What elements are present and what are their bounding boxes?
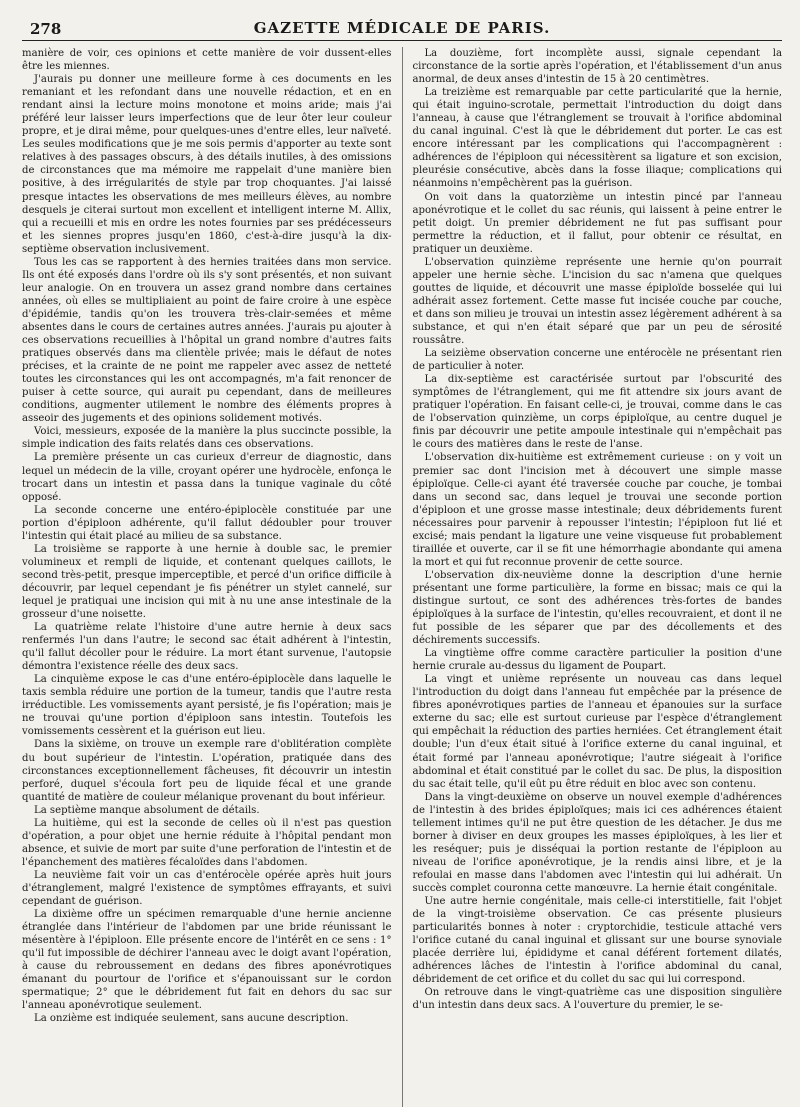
paragraph: La douzième, fort incomplète aussi, signale cependant la circonstance de la sortie après l'opération, et l'établissement d'un anus anormal, de deux anses d'intestin de 15 à 20 centimètres. xyxy=(412,48,782,86)
paragraph: manière de voir, ces opinions et cette manière de voir dussent-elles être les miennes. xyxy=(22,48,392,73)
journal-title: GAZETTE MÉDICALE DE PARIS. xyxy=(253,19,551,37)
page-header xyxy=(22,14,782,41)
paragraph: J'aurais pu donner une meilleure forme à ces documents en les remaniant et les refondant dans une nouvelle rédaction, et en en rendant ainsi la lecture moins monotone et moins aride; mais j'ai préféré leur laisser leurs imperfections que de leur ôter leur couleur propre, et je dirai même, pour quelques-unes d'entre elles, leur naïveté. Les seules modifications que je me sois permis d'apporter au texte sont relatives à des passages obscurs, à des détails inutiles, à des omissions de circonstances que ma mémoire me rappelait d'une manière bien positive, à des irrégularités de style par trop choquantes. J'ai laissé presque intactes les observations de mes meilleurs élèves, au nombre desquels je citerai surtout mon excellent et intelligent interne M. Allix, qui a recueilli et mis en ordre les notes fournies par ses prédécesseurs et les siennes propres jusqu'en 1860, c'est-à-dire jusqu'à la dix-septième observation inclusivement. xyxy=(22,74,392,255)
paragraph: La première présente un cas curieux d'erreur de diagnostic, dans lequel un médecin de la ville, croyant opérer une hydrocèle, enfonça le trocart dans un intestin et passa dans la tunique vaginale du côté opposé. xyxy=(22,452,392,503)
right-column xyxy=(412,47,782,1107)
paragraph: L'observation dix-neuvième donne la description d'une hernie présentant une forme particulière, la forme en bissac; mais ce qui la distingue surtout, ce sont des adhérences très-fortes de bandes épiploïques à la surface de l'intestin, qu'elles recouvraient, et dont il ne fut possible de les séparer que par des décollements et des déchirements successifs. xyxy=(412,569,782,647)
paragraph: Dans la sixième, on trouve un exemple rare d'oblitération complète du bout supérieur de l'intestin. L'opération, pratiquée dans des circonstances exceptionnellement fâcheuses, fit découvrir un intestin perforé, duquel s'écoula fort peu de liquide fécal et une grande quantité de matière de couleur mélanique provenant du bout inférieur. xyxy=(22,739,392,803)
paragraph: Tous les cas se rapportent à des hernies traitées dans mon service. Ils ont été exposés dans l'ordre où ils s'y sont présentés, et non suivant leur analogie. On en trouvera un assez grand nombre dans certaines années, où elles se multipliaient au point de faire croire à une espèce d'épidémie, tandis qu'on les trouvera très-clair-semées et même absentes dans le cours de certaines autres années. J'aurais pu ajouter à ces observations recueillies à l'hôpital un grand nombre d'autres faits pratiques observés dans ma clientèle privée; mais le défaut de notes précises, et la crainte de ne point me rappeler avec assez de netteté toutes les circonstances qui les ont accompagnés, m'a fait renoncer de puiser à cette source, qui aurait pu cependant, dans de meilleures conditions, augmenter utilement le nombre des éléments propres à asseoir des jugements et des opinions solidement motivés. xyxy=(22,256,392,425)
paragraph: La seizième observation concerne une entérocèle ne présentant rien de particulier à noter. xyxy=(412,348,782,373)
paragraph: On voit dans la quatorzième un intestin pincé par l'anneau aponévrotique et le collet du sac réunis, qui laissent à peine entrer le petit doigt. Un premier débridement ne fut pas suffisant pour permettre la réduction, et il fallut, pour obtenir ce résultat, en pratiquer un deuxième. xyxy=(412,191,782,255)
paragraph: La neuvième fait voir un cas d'entérocèle opérée après huit jours d'étranglement, malgré l'existence de symptômes effrayants, et suivi cependant de guérison. xyxy=(22,869,392,908)
paragraph: La dix-septième est caractérisée surtout par l'obscurité des symptômes de l'étranglement, qui me fit attendre six jours avant de pratiquer l'opération. En faisant celle-ci, je trouvai, comme dans le cas de l'observation quinzième, un corps épiploïque, au centre duquel je finis par découvrir une petite ampoule intestinale qui n'empêchait pas le cours des matières dans le reste de l'anse. xyxy=(412,374,782,451)
column-divider xyxy=(402,47,403,1107)
paragraph: L'observation dix-huitième est extrêmement curieuse : on y voit un premier sac dont l'incision met à découvert une simple masse épiploïque. Celle-ci ayant été traversée couche par couche, je tombai dans un second sac, dans lequel je trouvai une seconde portion d'épiploon et une grosse masse intestinale; deux débridements furent nécessaires pour parvenir à repousser l'intestin; l'épiploon fut lié et excisé; mais pendant la ligature une veine visqueuse fut probablement tiraillée et ouverte, car il se fit une hémorrhagie abondante qui amena la mort et qui fut reconnue provenir de cette source. xyxy=(412,452,782,568)
paragraph: L'observation quinzième représente une hernie qu'on pourrait appeler une hernie sèche. L'incision du sac n'amena que quelques gouttes de liquide, et découvrit une masse épiploïde bosselée qui lui adhérait assez fortement. Cette masse fut incisée couche par couche, et dans son milieu je trouvai un intestin assez légèrement adhérent à sa substance, et qui n'en était séparé que par un peu de sérosité roussâtre. xyxy=(412,256,782,347)
paragraph: La dixième offre un spécimen remarquable d'une hernie ancienne étranglée dans l'intérieur de l'abdomen par une bride réunissant le mésentère à l'épiploon. Elle présente encore de l'intérêt en ce sens : 1° qu'il fut impossible de déchirer l'anneau avec le doigt avant l'opération, à cause du rebroussement en dedans des fibres aponévrotiques émanant du pourtour de l'orifice et s'épanouissant sur le cordon spermatique; 2° que le débridement fut fait en dehors du sac sur l'anneau aponévrotique seulement. xyxy=(22,909,392,1012)
paragraph: La vingt et unième représente un nouveau cas dans lequel l'introduction du doigt dans l'anneau fut empêchée par la présence de fibres aponévrotiques parties de l'anneau et épanouies sur la surface externe du sac; elle est surtout curieuse par l'espèce d'étranglement qui empêchait la réduction des parties herniées. Cet étranglement était double; l'un d'eux était situé à l'orifice externe du canal inguinal, et était formé par l'anneau aponévrotique; l'autre siégeait à l'orifice abdominal et était constitué par le collet du sac. De plus, la disposition du sac était telle, qu'il eût pu être réduit en bloc avec son contenu. xyxy=(412,674,782,790)
paragraph: La treizième est remarquable par cette particularité que la hernie, qui était inguino-scrotale, permettait l'introduction du doigt dans l'anneau, à cause que l'étranglement se trouvait à l'orifice abdominal du canal inguinal. C'est là que le débridement dut porter. Le cas est encore intéressant par les complications qui l'accompagnèrent : adhérences de l'épiploon qui nécessitèrent sa ligature et son excision, pleurésie consécutive, abcès dans la fosse iliaque; complications qui néanmoins n'empêchèrent pas la guérison. xyxy=(412,87,782,190)
paragraph: La onzième est indiquée seulement, sans aucune description. xyxy=(34,1013,349,1025)
text-columns xyxy=(22,47,782,1107)
paragraph: La septième manque absolument de détails. xyxy=(34,804,260,816)
paragraph: On retrouve dans le vingt-quatrième cas une disposition singulière d'un intestin dans deux sacs. A l'ouverture du premier, le se- xyxy=(412,987,782,1012)
paragraph: Voici, messieurs, exposée de la manière la plus succincte possible, la simple indication des faits relatés dans ces observations. xyxy=(22,426,392,451)
left-column xyxy=(22,47,392,1107)
paragraph: La seconde concerne une entéro-épiplocèle constituée par une portion d'épiploon adhérente, qu'il fallut dédoubler pour trouver l'intestin qui était placé au milieu de sa substance. xyxy=(22,504,392,542)
paragraph: La cinquième expose le cas d'une entéro-épiplocèle dans laquelle le taxis sembla réduire une portion de la tumeur, tandis que l'autre resta irréductible. Les vomissements ayant persisté, je fis l'opération; mais je ne trouvai qu'une portion d'épiploon sans intestin. Toutefois les vomissements cessèrent et la guérison eut lieu. xyxy=(22,674,392,738)
paragraph: Une autre hernie congénitale, mais celle-ci interstitielle, fait l'objet de la vingt-troisième observation. Ce cas présente plusieurs particularités bonnes à noter : cryptorchidie, testicule attaché vers l'orifice cutané du canal inguinal et glissant sur une bourse synoviale placée derrière lui, épididyme et canal déférent fortement dilatés, adhérences lâches de l'intestin à l'orifice abdominal du canal, débridement de cet orifice et du collet du sac qui lui correspond. xyxy=(412,896,782,986)
paragraph: La vingtième offre comme caractère particulier la position d'une hernie crurale au-dessus du ligament de Poupart. xyxy=(412,648,782,673)
paragraph: La quatrième relate l'histoire d'une autre hernie à deux sacs renfermés l'un dans l'autre; le second sac était adhérent à l'intestin, qu'il fallut décoller pour le réduire. La mort étant survenue, l'autopsie démontra l'existence réelle des deux sacs. xyxy=(22,622,392,673)
paragraph: Dans la vingt-deuxième on observe un nouvel exemple d'adhérences de l'intestin à des brides épiploïques; mais ici ces adhérences étaient tellement intimes qu'il ne put être question de les détacher. Je dus me borner à diviser en deux groupes les masses épiploïques, à les lier et les reséquer; puis je disséquai la portion restante de l'épiploon au niveau de l'orifice aponévrotique, je la rendis ainsi libre, et je la refoulai en masse dans l'abdomen avec l'intestin qui lui adhérait. Un succès complet couronna cette manœuvre. La hernie était congénitale. xyxy=(412,791,782,894)
paragraph: La huitième, qui est la seconde de celles où il n'est pas question d'opération, a pour objet une hernie réduite à l'hôpital pendant mon absence, et suivie de mort par suite d'une perforation de l'intestin et de l'épanchement des matières fécaloïdes dans l'abdomen. xyxy=(22,817,392,868)
paragraph: La troisième se rapporte à une hernie à double sac, le premier volumineux et rempli de liquide, et contenant quelques caillots, le second très-petit, presque imperceptible, et percé d'un orifice difficile à découvrir, par lequel cependant je fis pénétrer un stylet cannelé, sur lequel je pratiquai une incision qui mit à nu une anse intestinale de la grosseur d'une noisette. xyxy=(22,543,392,621)
page-number: 278 xyxy=(30,20,62,38)
